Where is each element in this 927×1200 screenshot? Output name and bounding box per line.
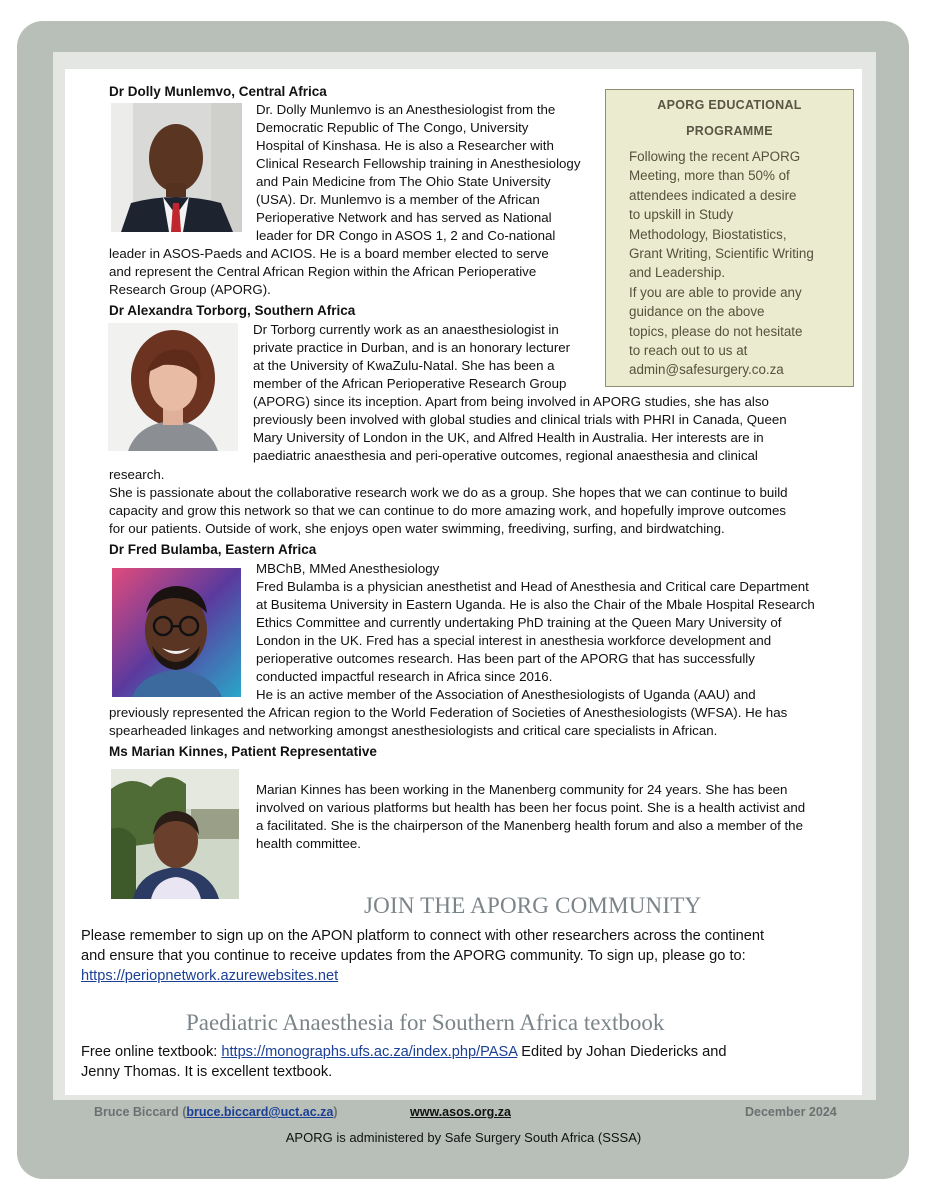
profile-text-dolly-top: Dr. Dolly Munlemvo is an Anesthesiologist from the Democratic Republic of The Congo, University Hospital of Kinshasa. He is also a Researcher with Clinical Research Fellowship training in Anesthesiology and Pain Medicine from The Ohio State University (USA). Dr. Munlemvo is a member of the African Perioperative Network and has served as National leader for DR Congo in ASOS 1, 2 and Co-national <box>256 102 581 243</box>
profile-text-alexandra-bottom: research. She is passionate about the collaborative research work we do as a group. She hopes that we can continue to build capacity and grow this network so that we can continue to do more amazing work, and hopefully improve outcomes for our patients. Outside of work, she enjoys open water swimming, freediving, surfing, and birdwatching. <box>109 467 788 536</box>
profile-text-fred-bottom: previously represented the African region to the World Federation of Societies of Anesthesiologists (WFSA). He has spearheaded linkages and networking amongst anesthesiologists and critical care specialists in African. <box>109 705 788 738</box>
community-text: Please remember to sign up on the APON platform to connect with other researchers across the continent and ensure that you continue to receive updates from the APORG community. To sign up, please go to: https://periopnetwork.azurewebsites.net <box>81 928 765 984</box>
footer-date: December 2024 <box>745 1105 837 1119</box>
profile-text-alexandra-top: Dr Torborg currently work as an anaesthesiologist in private practice in Durban, and is an honorary lecturer at the University of KwaZulu-Natal. She has been a member of the African Perioperative Research Group (APORG) since its inception. Apart from being involved in APORG studies, she has also previously been involved with global studies and clinical trials with PHRI in Canada, Queen Mary University of London in the UK, and Alfred Health in Australia. Her interests are in paediatric anaesthesia and peri-operative outcomes, regional anaesthesia and clinical <box>253 322 787 463</box>
community-heading: JOIN THE APORG COMMUNITY <box>364 893 702 918</box>
profile-heading-dolly: Dr Dolly Munlemvo, Central Africa <box>109 84 327 99</box>
profile-heading-marian: Ms Marian Kinnes, Patient Representative <box>109 744 377 759</box>
profile-heading-alexandra: Dr Alexandra Torborg, Southern Africa <box>109 303 356 318</box>
profile-text-marian: Marian Kinnes has been working in the Manenberg community for 24 years. She has been involved on various platforms but health has been her focus point. She is a health activist and a facilitated. She is the chairperson of the Manenberg health forum and also a member of the health committee. <box>256 782 806 851</box>
footer-author: Bruce Biccard (bruce.biccard@uct.ac.za) <box>94 1105 338 1119</box>
photo-fred <box>112 568 241 697</box>
footer-admin-note: APORG is administered by Safe Surgery South Africa (SSSA) <box>285 1130 642 1145</box>
profile-text-dolly-bottom: leader in ASOS-Paeds and ACIOS. He is a board member elected to serve and represent the Central African Region within the African Perioperative Research Group (APORG). <box>109 246 549 297</box>
photo-alexandra <box>108 323 238 451</box>
box-title-line2: PROGRAMME <box>686 124 773 138</box>
box-text: Following the recent APORG Meeting, more than 50% of attendees indicated a desire to upskill in Study Methodology, Biostatistics, Grant Writing, Scientific Writing and Leadership. If you are able to provide any guidance on the above topics, please do not hesitate to reach out to us at admin@safesurgery.co.za <box>629 147 814 380</box>
photo-dolly <box>111 103 242 232</box>
profile-heading-fred: Dr Fred Bulamba, Eastern Africa <box>109 542 317 557</box>
profile-text-fred-top: MBChB, MMed Anesthesiology Fred Bulamba is a physician anesthetist and Head of Anesthesia and Critical care Department at Busitema University in Eastern Uganda. He is also the Chair of the Mbale Hospital Research Ethics Committee and currently undertaking PhD training at the Queen Mary University of London in the UK. Fred has a special interest in anesthesia workforce development and perioperative outcomes research. Has been part of the APORG that has successfully conducted impactful research in Africa since 2016. He is an active member of the Association of Anesthesiologists of Uganda (AAU) and <box>256 561 815 702</box>
footer-author-email[interactable]: bruce.biccard@uct.ac.za <box>186 1105 334 1119</box>
footer-website-link[interactable]: www.asos.org.za <box>410 1105 511 1119</box>
photo-marian <box>111 769 239 899</box>
community-signup-link[interactable]: https://periopnetwork.azurewebsites.net <box>81 968 339 984</box>
box-title-line1: APORG EDUCATIONAL <box>657 98 802 112</box>
textbook-text: Free online textbook: https://monographs.ufs.ac.za/index.php/PASA Edited by Johan Diedericks and Jenny Thomas. It is excellent textbook. <box>81 1044 727 1080</box>
footer-website <box>410 1105 511 1119</box>
textbook-link[interactable]: https://monographs.ufs.ac.za/index.php/PASA <box>221 1044 518 1060</box>
box-email: admin@safesurgery.co.za <box>629 362 784 378</box>
textbook-heading: Paediatric Anaesthesia for Southern Africa textbook <box>186 1010 665 1035</box>
